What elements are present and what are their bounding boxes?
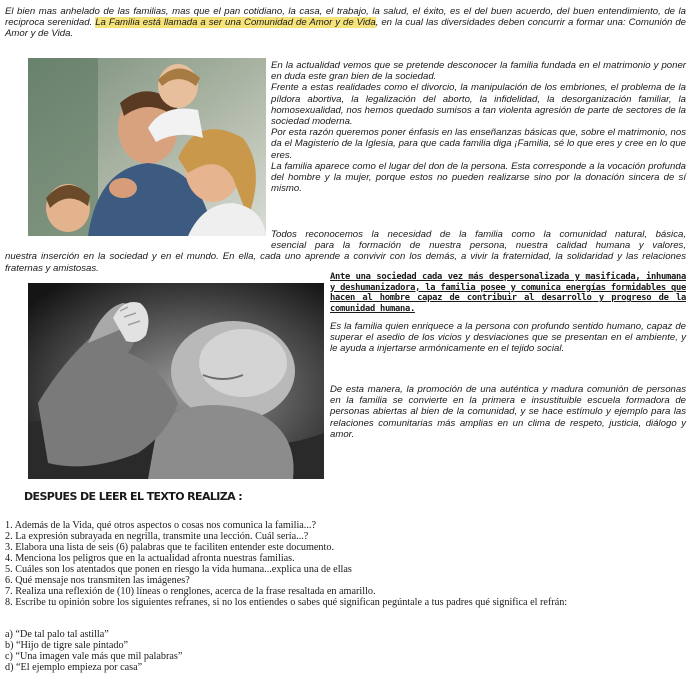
question-8: 8. Escribe tu opinión sobre los siguientes refranes, si no los entiendes o sabes qué significan pegúntale a tus padres qué significa el refrán: xyxy=(5,597,568,608)
paragraph-realidades: Frente a estas realidades como el divorcio, la manipulación de los embriones, el problema de la píldora abortiva, la legalización del aborto, la infidelidad, la desorganización familiar, la homosexualidad, nos hemos quedado sumisos a tan violenta agresión de parte de sectores de la sociedad moderna. xyxy=(271,82,686,128)
question-5: 5. Cuáles son los atentados que ponen en riesgo la vida humana...explica una de ellas xyxy=(5,564,352,575)
todos-line-2: esencial para la formación de nuestra persona, nuestra calidad humana y valores, xyxy=(271,240,686,252)
family-photo xyxy=(28,58,266,236)
refran-a: a) “De tal palo tal astilla” xyxy=(5,629,109,640)
paragraph-razon: Por esta razón queremos poner énfasis en las enseñanzas básicas que, sobre el matrimonio, nos da el Magisterio de la Iglesia, para que cada familia diga ¡Familia, sé lo que eres y cree en lo que eres. xyxy=(271,127,686,161)
refran-b: b) “Hijo de tigre sale pintado” xyxy=(5,640,129,651)
highlighted-phrase: La Familia está llamada a ser una Comunidad de Amor y de Vida xyxy=(95,17,376,29)
paragraph-promocion: De esta manera, la promoción de una auténtica y madura comunión de personas en la familia se convierte en la primera e insustituible escuela formadora de personas abiertas al bien de la comunidad, y se hace estímulo y ejemplo para las relaciones comunitarias más amplias en un clima de respeto, justicia, diálogo y amor. xyxy=(330,384,686,440)
todos-line-1: Todos reconocemos la necesidad de la familia como la comunidad natural, básica, xyxy=(271,229,686,240)
question-2: 2. La expresión subrayada en negrilla, transmite una lección. Cuál sería...? xyxy=(5,531,309,542)
paragraph-actualidad: En la actualidad vemos que se pretende desconocer la familia fundada en el matrimonio y poner en duda este gran bien de la sociedad. xyxy=(271,60,686,83)
refran-c: c) “Una imagen vale más que mil palabras” xyxy=(5,651,183,662)
right-column xyxy=(271,60,686,194)
intro-text: El bien mas anhelado de las familias, mas que el pan cotidiano, la casa, el trabajo, la salud, el éxito, es el del buen acuerdo, del buen entendimiento, de la reciproca serenidad. xyxy=(5,6,686,29)
question-3: 3. Elabora una lista de seis (6) palabras que te faciliten entender este documento. xyxy=(5,542,334,553)
question-1: 1. Además de la Vida, qué otros aspectos o cosas nos comunica la familia...? xyxy=(5,520,316,531)
intro-paragraph xyxy=(5,6,686,40)
question-7: 7. Realiza una reflexión de (10) líneas o renglones, acerca de la frase resaltada en amarillo. xyxy=(5,586,376,597)
paragraph-persona: Es la familia quien enriquece a la persona con profundo sentido humano, capaz de superar el asedio de los vicios y desviaciones que se presentan en el ambiente, y le ayuda a injertarse armónicamente en el tejido social. xyxy=(330,321,686,355)
bold-underlined-text: Ante una sociedad cada vez más despersonalizada y masificada, inhumana y deshumanizadora, la familia posee y comunica energías formidables que hacen al hombre capaz de contribuir al desarrollo y progreso de la comunidad humana. xyxy=(330,272,686,314)
intro-text-end: , en la cual las diversidades deben concurrir a formar una: Comunión de Amor y de Vida. xyxy=(5,17,687,40)
todos-paragraph xyxy=(5,229,686,274)
todos-rest: nuestra inserción en la sociedad y en el mundo. En ella, cada uno aprende a convivir con los demás, a vivir la fraternidad, la solidaridad y las relaciones fraternas y amistosas. xyxy=(5,251,686,274)
refran-d: d) “El ejemplo empieza por casa” xyxy=(5,662,143,673)
paragraph-don: La familia aparece como el lugar del don de la persona. Esta corresponde a la vocación profunda del hombre y la mujer, porque estos no pueden realizarse sino por la donación sincera de sí mismo. xyxy=(271,160,686,195)
question-6: 6. Qué mensaje nos transmiten las imágenes? xyxy=(5,575,190,586)
activity-heading: DESPUES DE LEER EL TEXTO REALIZA : xyxy=(24,490,243,503)
question-4: 4. Menciona los peligros que en la actualidad afronta nuestras familias. xyxy=(5,553,295,564)
baby-hand-photo xyxy=(28,283,324,479)
